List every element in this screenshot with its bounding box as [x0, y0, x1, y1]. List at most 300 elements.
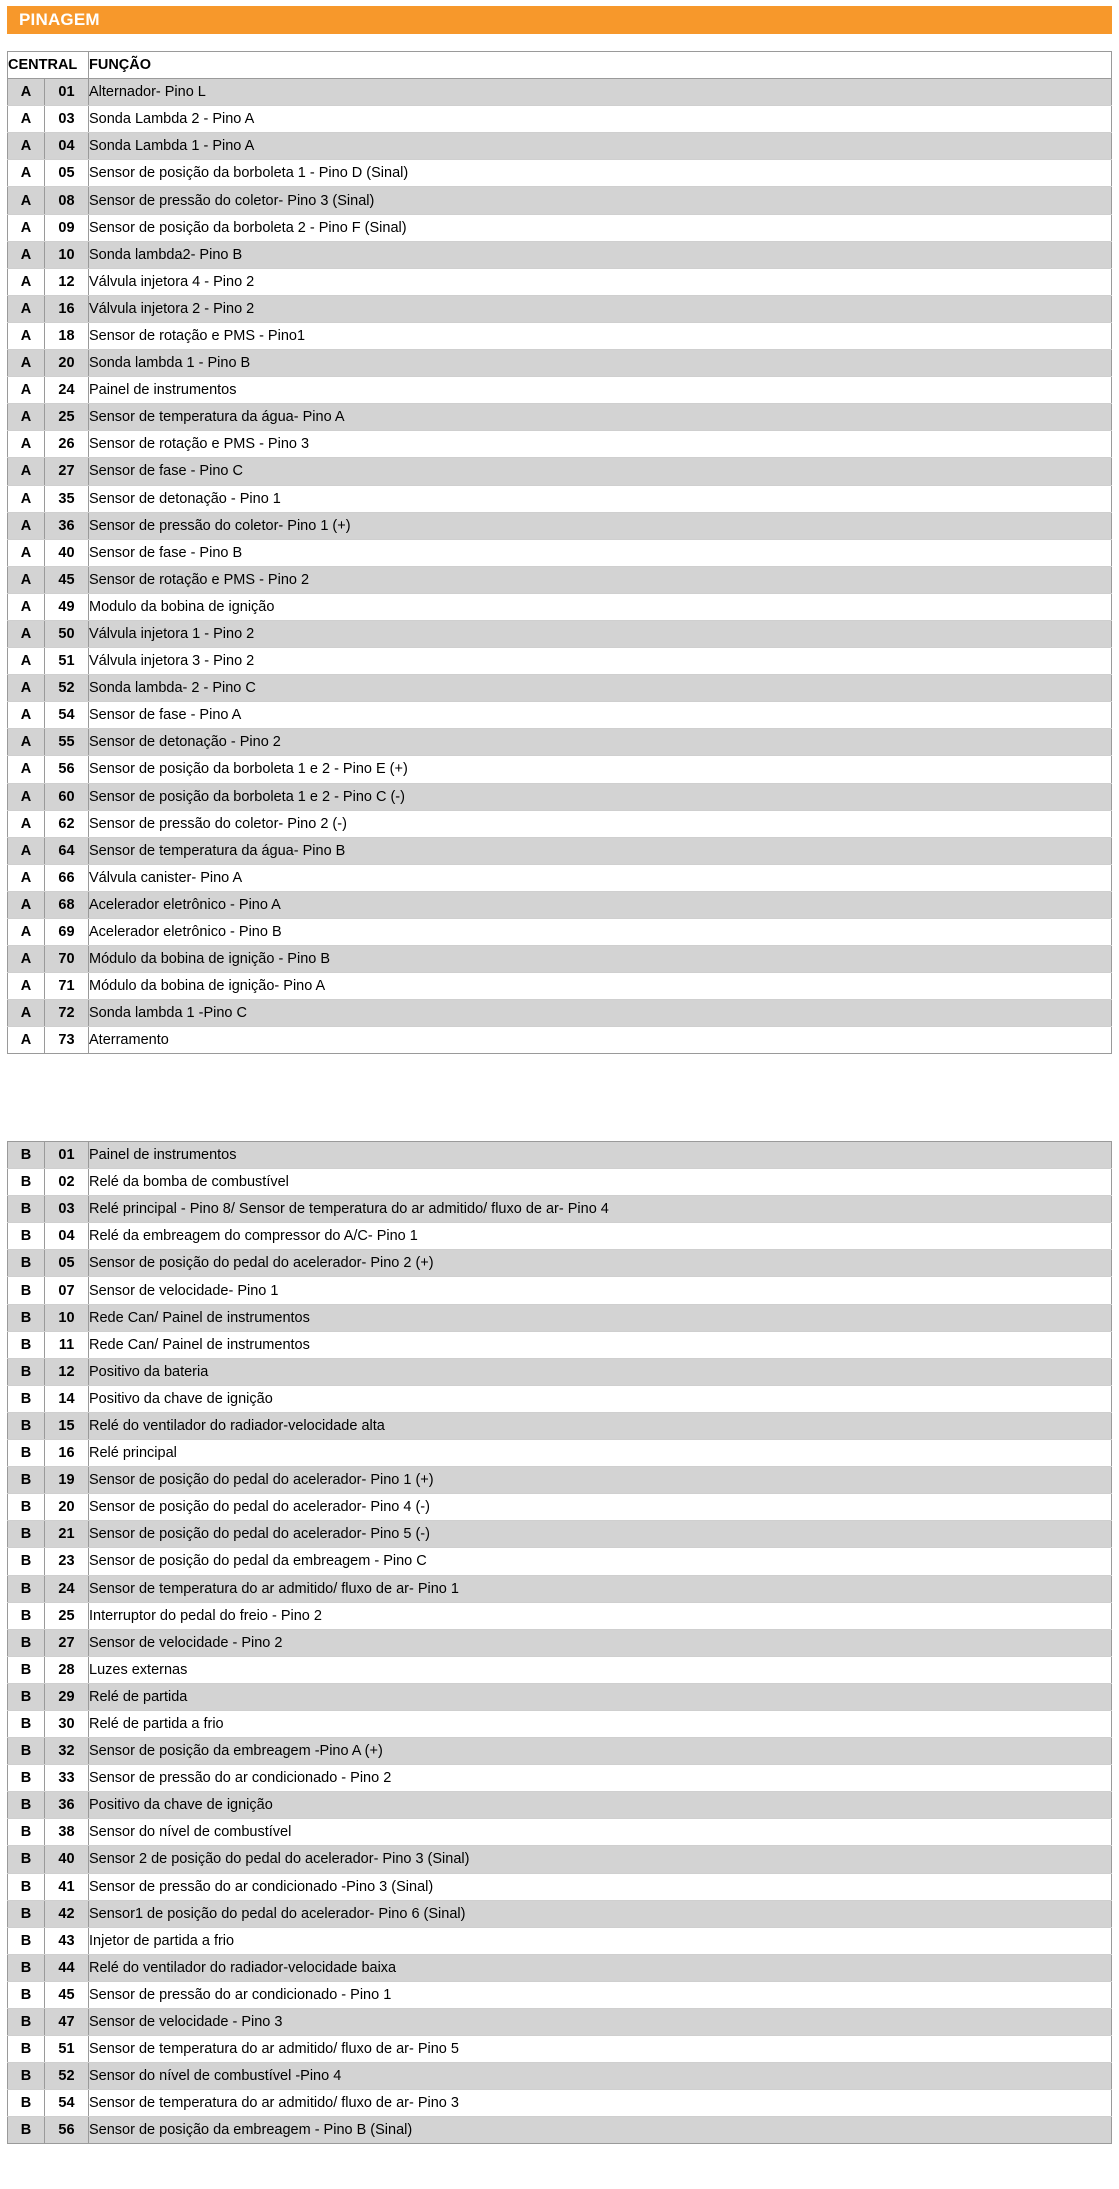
function-cell: Sonda lambda- 2 - Pino C	[89, 675, 1112, 702]
central-cell: A	[8, 241, 45, 268]
pin-number-cell: 36	[45, 1792, 89, 1819]
central-cell: B	[8, 1250, 45, 1277]
table-row	[8, 864, 1112, 891]
central-cell: B	[8, 1169, 45, 1196]
function-cell: Válvula injetora 3 - Pino 2	[89, 648, 1112, 675]
table-row	[8, 214, 1112, 241]
pin-number-cell: 26	[45, 431, 89, 458]
table-row	[8, 106, 1112, 133]
function-cell: Sensor de temperatura da água- Pino B	[89, 837, 1112, 864]
central-cell: A	[8, 458, 45, 485]
central-cell: A	[8, 756, 45, 783]
table-row	[8, 512, 1112, 539]
pin-number-cell: 27	[45, 458, 89, 485]
pin-number-cell: 44	[45, 1954, 89, 1981]
table-row	[8, 1169, 1112, 1196]
pin-number-cell: 25	[45, 1602, 89, 1629]
central-cell: A	[8, 620, 45, 647]
table-row	[8, 431, 1112, 458]
function-cell: Modulo da bobina de ignição	[89, 593, 1112, 620]
central-cell: B	[8, 1277, 45, 1304]
table-row	[8, 1000, 1112, 1027]
table-row	[8, 1521, 1112, 1548]
pin-number-cell: 20	[45, 350, 89, 377]
pin-number-cell: 28	[45, 1656, 89, 1683]
pin-number-cell: 68	[45, 891, 89, 918]
pin-number-cell: 40	[45, 539, 89, 566]
function-cell: Painel de instrumentos	[89, 377, 1112, 404]
function-cell: Sonda Lambda 1 - Pino A	[89, 133, 1112, 160]
table-row	[8, 539, 1112, 566]
central-cell: B	[8, 1331, 45, 1358]
function-cell: Módulo da bobina de ignição - Pino B	[89, 946, 1112, 973]
function-cell: Sensor de temperatura do ar admitido/ fluxo de ar- Pino 1	[89, 1575, 1112, 1602]
table-row	[8, 377, 1112, 404]
pin-number-cell: 54	[45, 2090, 89, 2117]
table-row	[8, 1656, 1112, 1683]
table-row	[8, 810, 1112, 837]
central-cell: B	[8, 1304, 45, 1331]
table-row	[8, 919, 1112, 946]
central-cell: B	[8, 1927, 45, 1954]
table-row	[8, 241, 1112, 268]
function-cell: Sensor de detonação - Pino 2	[89, 729, 1112, 756]
central-cell: A	[8, 322, 45, 349]
central-cell: B	[8, 1521, 45, 1548]
function-cell: Sensor de pressão do ar condicionado - Pino 2	[89, 1765, 1112, 1792]
central-cell: B	[8, 1494, 45, 1521]
table-row	[8, 1738, 1112, 1765]
header-funcao: FUNÇÃO	[89, 52, 1112, 79]
function-cell: Sensor de temperatura da água- Pino A	[89, 404, 1112, 431]
function-cell: Sensor de posição da borboleta 1 e 2 - Pino C (-)	[89, 783, 1112, 810]
table-row	[8, 2036, 1112, 2063]
function-cell: Sensor de temperatura do ar admitido/ fluxo de ar- Pino 5	[89, 2036, 1112, 2063]
pin-number-cell: 32	[45, 1738, 89, 1765]
table-row	[8, 1440, 1112, 1467]
central-cell: B	[8, 1196, 45, 1223]
pin-number-cell: 03	[45, 106, 89, 133]
pin-number-cell: 56	[45, 756, 89, 783]
function-cell: Luzes externas	[89, 1656, 1112, 1683]
central-cell: B	[8, 2117, 45, 2144]
table-row	[8, 1304, 1112, 1331]
table-row	[8, 1575, 1112, 1602]
pin-number-cell: 71	[45, 973, 89, 1000]
pin-number-cell: 04	[45, 133, 89, 160]
function-cell: Sensor de posição do pedal do acelerador- Pino 5 (-)	[89, 1521, 1112, 1548]
table-row	[8, 1385, 1112, 1412]
table-row	[8, 1792, 1112, 1819]
function-cell: Relé principal - Pino 8/ Sensor de temperatura do ar admitido/ fluxo de ar- Pino 4	[89, 1196, 1112, 1223]
table-row	[8, 2090, 1112, 2117]
central-cell: B	[8, 2063, 45, 2090]
pin-number-cell: 05	[45, 1250, 89, 1277]
table-row	[8, 187, 1112, 214]
table-row	[8, 1629, 1112, 1656]
central-cell: B	[8, 1954, 45, 1981]
function-cell: Sensor de pressão do coletor- Pino 2 (-)	[89, 810, 1112, 837]
function-cell: Acelerador eletrônico - Pino B	[89, 919, 1112, 946]
pin-number-cell: 51	[45, 2036, 89, 2063]
function-cell: Sensor de posição da embreagem -Pino A (+)	[89, 1738, 1112, 1765]
pin-number-cell: 36	[45, 512, 89, 539]
function-cell: Relé principal	[89, 1440, 1112, 1467]
pin-number-cell: 11	[45, 1331, 89, 1358]
pin-number-cell: 43	[45, 1927, 89, 1954]
pin-number-cell: 15	[45, 1412, 89, 1439]
central-cell: B	[8, 1575, 45, 1602]
pin-number-cell: 08	[45, 187, 89, 214]
function-cell: Positivo da bateria	[89, 1358, 1112, 1385]
central-cell: B	[8, 1440, 45, 1467]
central-cell: A	[8, 566, 45, 593]
table-row	[8, 1873, 1112, 1900]
pin-number-cell: 25	[45, 404, 89, 431]
central-cell: B	[8, 2036, 45, 2063]
function-cell: Sensor de rotação e PMS - Pino 3	[89, 431, 1112, 458]
pin-number-cell: 54	[45, 702, 89, 729]
central-cell: A	[8, 783, 45, 810]
pin-number-cell: 09	[45, 214, 89, 241]
function-cell: Sonda lambda2- Pino B	[89, 241, 1112, 268]
central-cell: A	[8, 973, 45, 1000]
central-cell: B	[8, 2090, 45, 2117]
function-cell: Sensor de posição da embreagem - Pino B (Sinal)	[89, 2117, 1112, 2144]
table-body-b	[8, 1142, 1112, 2144]
central-cell: A	[8, 1027, 45, 1054]
central-cell: A	[8, 1000, 45, 1027]
pin-number-cell: 18	[45, 322, 89, 349]
table-row	[8, 1250, 1112, 1277]
pinout-table-central-b	[7, 1141, 1112, 2144]
table-row	[8, 458, 1112, 485]
pin-number-cell: 52	[45, 675, 89, 702]
central-cell: A	[8, 268, 45, 295]
table-row	[8, 2063, 1112, 2090]
function-cell: Sensor de fase - Pino B	[89, 539, 1112, 566]
function-cell: Sensor de fase - Pino C	[89, 458, 1112, 485]
central-cell: A	[8, 675, 45, 702]
central-cell: A	[8, 891, 45, 918]
table-row	[8, 133, 1112, 160]
function-cell: Sensor de pressão do coletor- Pino 1 (+)	[89, 512, 1112, 539]
table-row	[8, 973, 1112, 1000]
pin-number-cell: 02	[45, 1169, 89, 1196]
function-cell: Relé do ventilador do radiador-velocidade alta	[89, 1412, 1112, 1439]
table-row	[8, 891, 1112, 918]
function-cell: Rede Can/ Painel de instrumentos	[89, 1331, 1112, 1358]
table-header-row	[8, 52, 1112, 79]
function-cell: Sensor de pressão do coletor- Pino 3 (Sinal)	[89, 187, 1112, 214]
pin-number-cell: 10	[45, 241, 89, 268]
pin-number-cell: 23	[45, 1548, 89, 1575]
function-cell: Módulo da bobina de ignição- Pino A	[89, 973, 1112, 1000]
table-row	[8, 2117, 1112, 2144]
pin-number-cell: 35	[45, 485, 89, 512]
pin-number-cell: 42	[45, 1900, 89, 1927]
central-cell: A	[8, 539, 45, 566]
table-row	[8, 350, 1112, 377]
function-cell: Sensor de pressão do ar condicionado - Pino 1	[89, 1981, 1112, 2008]
function-cell: Sensor de posição do pedal do acelerador- Pino 1 (+)	[89, 1467, 1112, 1494]
pin-number-cell: 21	[45, 1521, 89, 1548]
pin-number-cell: 45	[45, 1981, 89, 2008]
table-row	[8, 1277, 1112, 1304]
table-row	[8, 1765, 1112, 1792]
function-cell: Válvula injetora 2 - Pino 2	[89, 295, 1112, 322]
function-cell: Relé da bomba de combustível	[89, 1169, 1112, 1196]
pin-number-cell: 14	[45, 1385, 89, 1412]
central-cell: A	[8, 919, 45, 946]
table-row	[8, 1954, 1112, 1981]
central-cell: A	[8, 810, 45, 837]
table-row	[8, 2009, 1112, 2036]
function-cell: Sensor de posição da borboleta 2 - Pino F (Sinal)	[89, 214, 1112, 241]
central-cell: A	[8, 187, 45, 214]
function-cell: Válvula injetora 4 - Pino 2	[89, 268, 1112, 295]
pin-number-cell: 69	[45, 919, 89, 946]
pin-number-cell: 03	[45, 1196, 89, 1223]
function-cell: Sonda Lambda 2 - Pino A	[89, 106, 1112, 133]
pin-number-cell: 52	[45, 2063, 89, 2090]
pin-number-cell: 27	[45, 1629, 89, 1656]
function-cell: Relé do ventilador do radiador-velocidade baixa	[89, 1954, 1112, 1981]
function-cell: Sensor de velocidade - Pino 2	[89, 1629, 1112, 1656]
table-row	[8, 620, 1112, 647]
pin-number-cell: 40	[45, 1846, 89, 1873]
pin-number-cell: 05	[45, 160, 89, 187]
pin-number-cell: 56	[45, 2117, 89, 2144]
function-cell: Sensor de temperatura do ar admitido/ fluxo de ar- Pino 3	[89, 2090, 1112, 2117]
central-cell: B	[8, 1819, 45, 1846]
pinout-table-central-a	[7, 51, 1112, 1054]
pin-number-cell: 33	[45, 1765, 89, 1792]
table-row	[8, 593, 1112, 620]
pin-number-cell: 12	[45, 1358, 89, 1385]
pin-number-cell: 01	[45, 79, 89, 106]
pin-number-cell: 10	[45, 1304, 89, 1331]
table-row	[8, 322, 1112, 349]
pin-number-cell: 19	[45, 1467, 89, 1494]
pin-number-cell: 50	[45, 620, 89, 647]
central-cell: B	[8, 1548, 45, 1575]
table-row	[8, 404, 1112, 431]
table-row	[8, 1142, 1112, 1169]
central-cell: B	[8, 1738, 45, 1765]
table-body-a	[8, 79, 1112, 1054]
pin-number-cell: 60	[45, 783, 89, 810]
table-row	[8, 1494, 1112, 1521]
function-cell: Sensor de posição do pedal do acelerador- Pino 2 (+)	[89, 1250, 1112, 1277]
function-cell: Alternador- Pino L	[89, 79, 1112, 106]
function-cell: Sensor1 de posição do pedal do acelerador- Pino 6 (Sinal)	[89, 1900, 1112, 1927]
table-row	[8, 1981, 1112, 2008]
table-row	[8, 1196, 1112, 1223]
function-cell: Relé de partida a frio	[89, 1710, 1112, 1737]
pin-number-cell: 04	[45, 1223, 89, 1250]
pin-number-cell: 07	[45, 1277, 89, 1304]
function-cell: Relé da embreagem do compressor do A/C- Pino 1	[89, 1223, 1112, 1250]
central-cell: B	[8, 1602, 45, 1629]
table-row	[8, 1358, 1112, 1385]
pin-number-cell: 62	[45, 810, 89, 837]
function-cell: Sensor de velocidade - Pino 3	[89, 2009, 1112, 2036]
pin-number-cell: 66	[45, 864, 89, 891]
function-cell: Sensor de rotação e PMS - Pino1	[89, 322, 1112, 349]
pin-number-cell: 72	[45, 1000, 89, 1027]
function-cell: Injetor de partida a frio	[89, 1927, 1112, 1954]
function-cell: Sensor de pressão do ar condicionado -Pino 3 (Sinal)	[89, 1873, 1112, 1900]
pin-number-cell: 73	[45, 1027, 89, 1054]
function-cell: Sensor de posição da borboleta 1 e 2 - Pino E (+)	[89, 756, 1112, 783]
central-cell: A	[8, 837, 45, 864]
central-cell: B	[8, 1846, 45, 1873]
central-cell: B	[8, 1358, 45, 1385]
function-cell: Sensor do nível de combustível -Pino 4	[89, 2063, 1112, 2090]
function-cell: Rede Can/ Painel de instrumentos	[89, 1304, 1112, 1331]
table-row	[8, 1710, 1112, 1737]
table-row	[8, 1467, 1112, 1494]
central-cell: B	[8, 1900, 45, 1927]
central-cell: A	[8, 295, 45, 322]
pin-number-cell: 64	[45, 837, 89, 864]
central-cell: A	[8, 946, 45, 973]
table-row	[8, 268, 1112, 295]
central-cell: B	[8, 1873, 45, 1900]
function-cell: Sensor 2 de posição do pedal do acelerador- Pino 3 (Sinal)	[89, 1846, 1112, 1873]
table-row	[8, 566, 1112, 593]
table-row	[8, 1819, 1112, 1846]
table-row	[8, 729, 1112, 756]
pin-number-cell: 20	[45, 1494, 89, 1521]
central-cell: A	[8, 350, 45, 377]
central-cell: B	[8, 1412, 45, 1439]
function-cell: Sensor de posição do pedal do acelerador- Pino 4 (-)	[89, 1494, 1112, 1521]
central-cell: B	[8, 1629, 45, 1656]
table-row	[8, 1331, 1112, 1358]
table-row	[8, 1683, 1112, 1710]
table-row	[8, 1548, 1112, 1575]
central-cell: B	[8, 1683, 45, 1710]
table-row	[8, 1927, 1112, 1954]
central-cell: A	[8, 79, 45, 106]
central-cell: A	[8, 377, 45, 404]
central-cell: A	[8, 593, 45, 620]
function-cell: Sensor do nível de combustível	[89, 1819, 1112, 1846]
table-row	[8, 1027, 1112, 1054]
pin-number-cell: 16	[45, 1440, 89, 1467]
table-row	[8, 79, 1112, 106]
central-cell: A	[8, 702, 45, 729]
pin-number-cell: 55	[45, 729, 89, 756]
function-cell: Sonda lambda 1 - Pino B	[89, 350, 1112, 377]
function-cell: Sensor de posição da borboleta 1 - Pino D (Sinal)	[89, 160, 1112, 187]
table-row	[8, 648, 1112, 675]
pin-number-cell: 12	[45, 268, 89, 295]
table-row	[8, 1900, 1112, 1927]
function-cell: Sensor de detonação - Pino 1	[89, 485, 1112, 512]
function-cell: Aterramento	[89, 1027, 1112, 1054]
function-cell: Painel de instrumentos	[89, 1142, 1112, 1169]
central-cell: B	[8, 1792, 45, 1819]
central-cell: B	[8, 1223, 45, 1250]
central-cell: B	[8, 1467, 45, 1494]
pin-number-cell: 01	[45, 1142, 89, 1169]
table-row	[8, 1412, 1112, 1439]
table-row	[8, 1846, 1112, 1873]
function-cell: Positivo da chave de ignição	[89, 1792, 1112, 1819]
pin-number-cell: 29	[45, 1683, 89, 1710]
central-cell: A	[8, 214, 45, 241]
table-row	[8, 675, 1112, 702]
table-row	[8, 1602, 1112, 1629]
pin-number-cell: 24	[45, 377, 89, 404]
central-cell: A	[8, 512, 45, 539]
central-cell: A	[8, 431, 45, 458]
central-cell: B	[8, 1656, 45, 1683]
table-row	[8, 702, 1112, 729]
central-cell: A	[8, 648, 45, 675]
central-cell: A	[8, 133, 45, 160]
central-cell: A	[8, 106, 45, 133]
function-cell: Interruptor do pedal do freio - Pino 2	[89, 1602, 1112, 1629]
central-cell: B	[8, 1385, 45, 1412]
function-cell: Sonda lambda 1 -Pino C	[89, 1000, 1112, 1027]
table-row	[8, 1223, 1112, 1250]
central-cell: B	[8, 1981, 45, 2008]
function-cell: Sensor de rotação e PMS - Pino 2	[89, 566, 1112, 593]
function-cell: Sensor de posição do pedal da embreagem - Pino C	[89, 1548, 1112, 1575]
central-cell: B	[8, 1710, 45, 1737]
function-cell: Válvula injetora 1 - Pino 2	[89, 620, 1112, 647]
pin-number-cell: 51	[45, 648, 89, 675]
section-title-banner: PINAGEM	[7, 6, 1112, 34]
pin-number-cell: 16	[45, 295, 89, 322]
table-row	[8, 160, 1112, 187]
pin-number-cell: 41	[45, 1873, 89, 1900]
central-cell: B	[8, 1142, 45, 1169]
pin-number-cell: 45	[45, 566, 89, 593]
function-cell: Válvula canister- Pino A	[89, 864, 1112, 891]
table-row	[8, 295, 1112, 322]
table-row	[8, 783, 1112, 810]
function-cell: Sensor de velocidade- Pino 1	[89, 1277, 1112, 1304]
table-row	[8, 485, 1112, 512]
table-row	[8, 837, 1112, 864]
table-row	[8, 756, 1112, 783]
pin-number-cell: 30	[45, 1710, 89, 1737]
function-cell: Relé de partida	[89, 1683, 1112, 1710]
central-cell: A	[8, 485, 45, 512]
central-cell: A	[8, 160, 45, 187]
central-cell: B	[8, 2009, 45, 2036]
function-cell: Positivo da chave de ignição	[89, 1385, 1112, 1412]
function-cell: Acelerador eletrônico - Pino A	[89, 891, 1112, 918]
pin-number-cell: 38	[45, 1819, 89, 1846]
pin-number-cell: 70	[45, 946, 89, 973]
central-cell: A	[8, 404, 45, 431]
pin-number-cell: 49	[45, 593, 89, 620]
central-cell: A	[8, 729, 45, 756]
header-central: CENTRAL	[8, 52, 89, 79]
pin-number-cell: 47	[45, 2009, 89, 2036]
central-cell: B	[8, 1765, 45, 1792]
function-cell: Sensor de fase - Pino A	[89, 702, 1112, 729]
table-row	[8, 946, 1112, 973]
central-cell: A	[8, 864, 45, 891]
pin-number-cell: 24	[45, 1575, 89, 1602]
